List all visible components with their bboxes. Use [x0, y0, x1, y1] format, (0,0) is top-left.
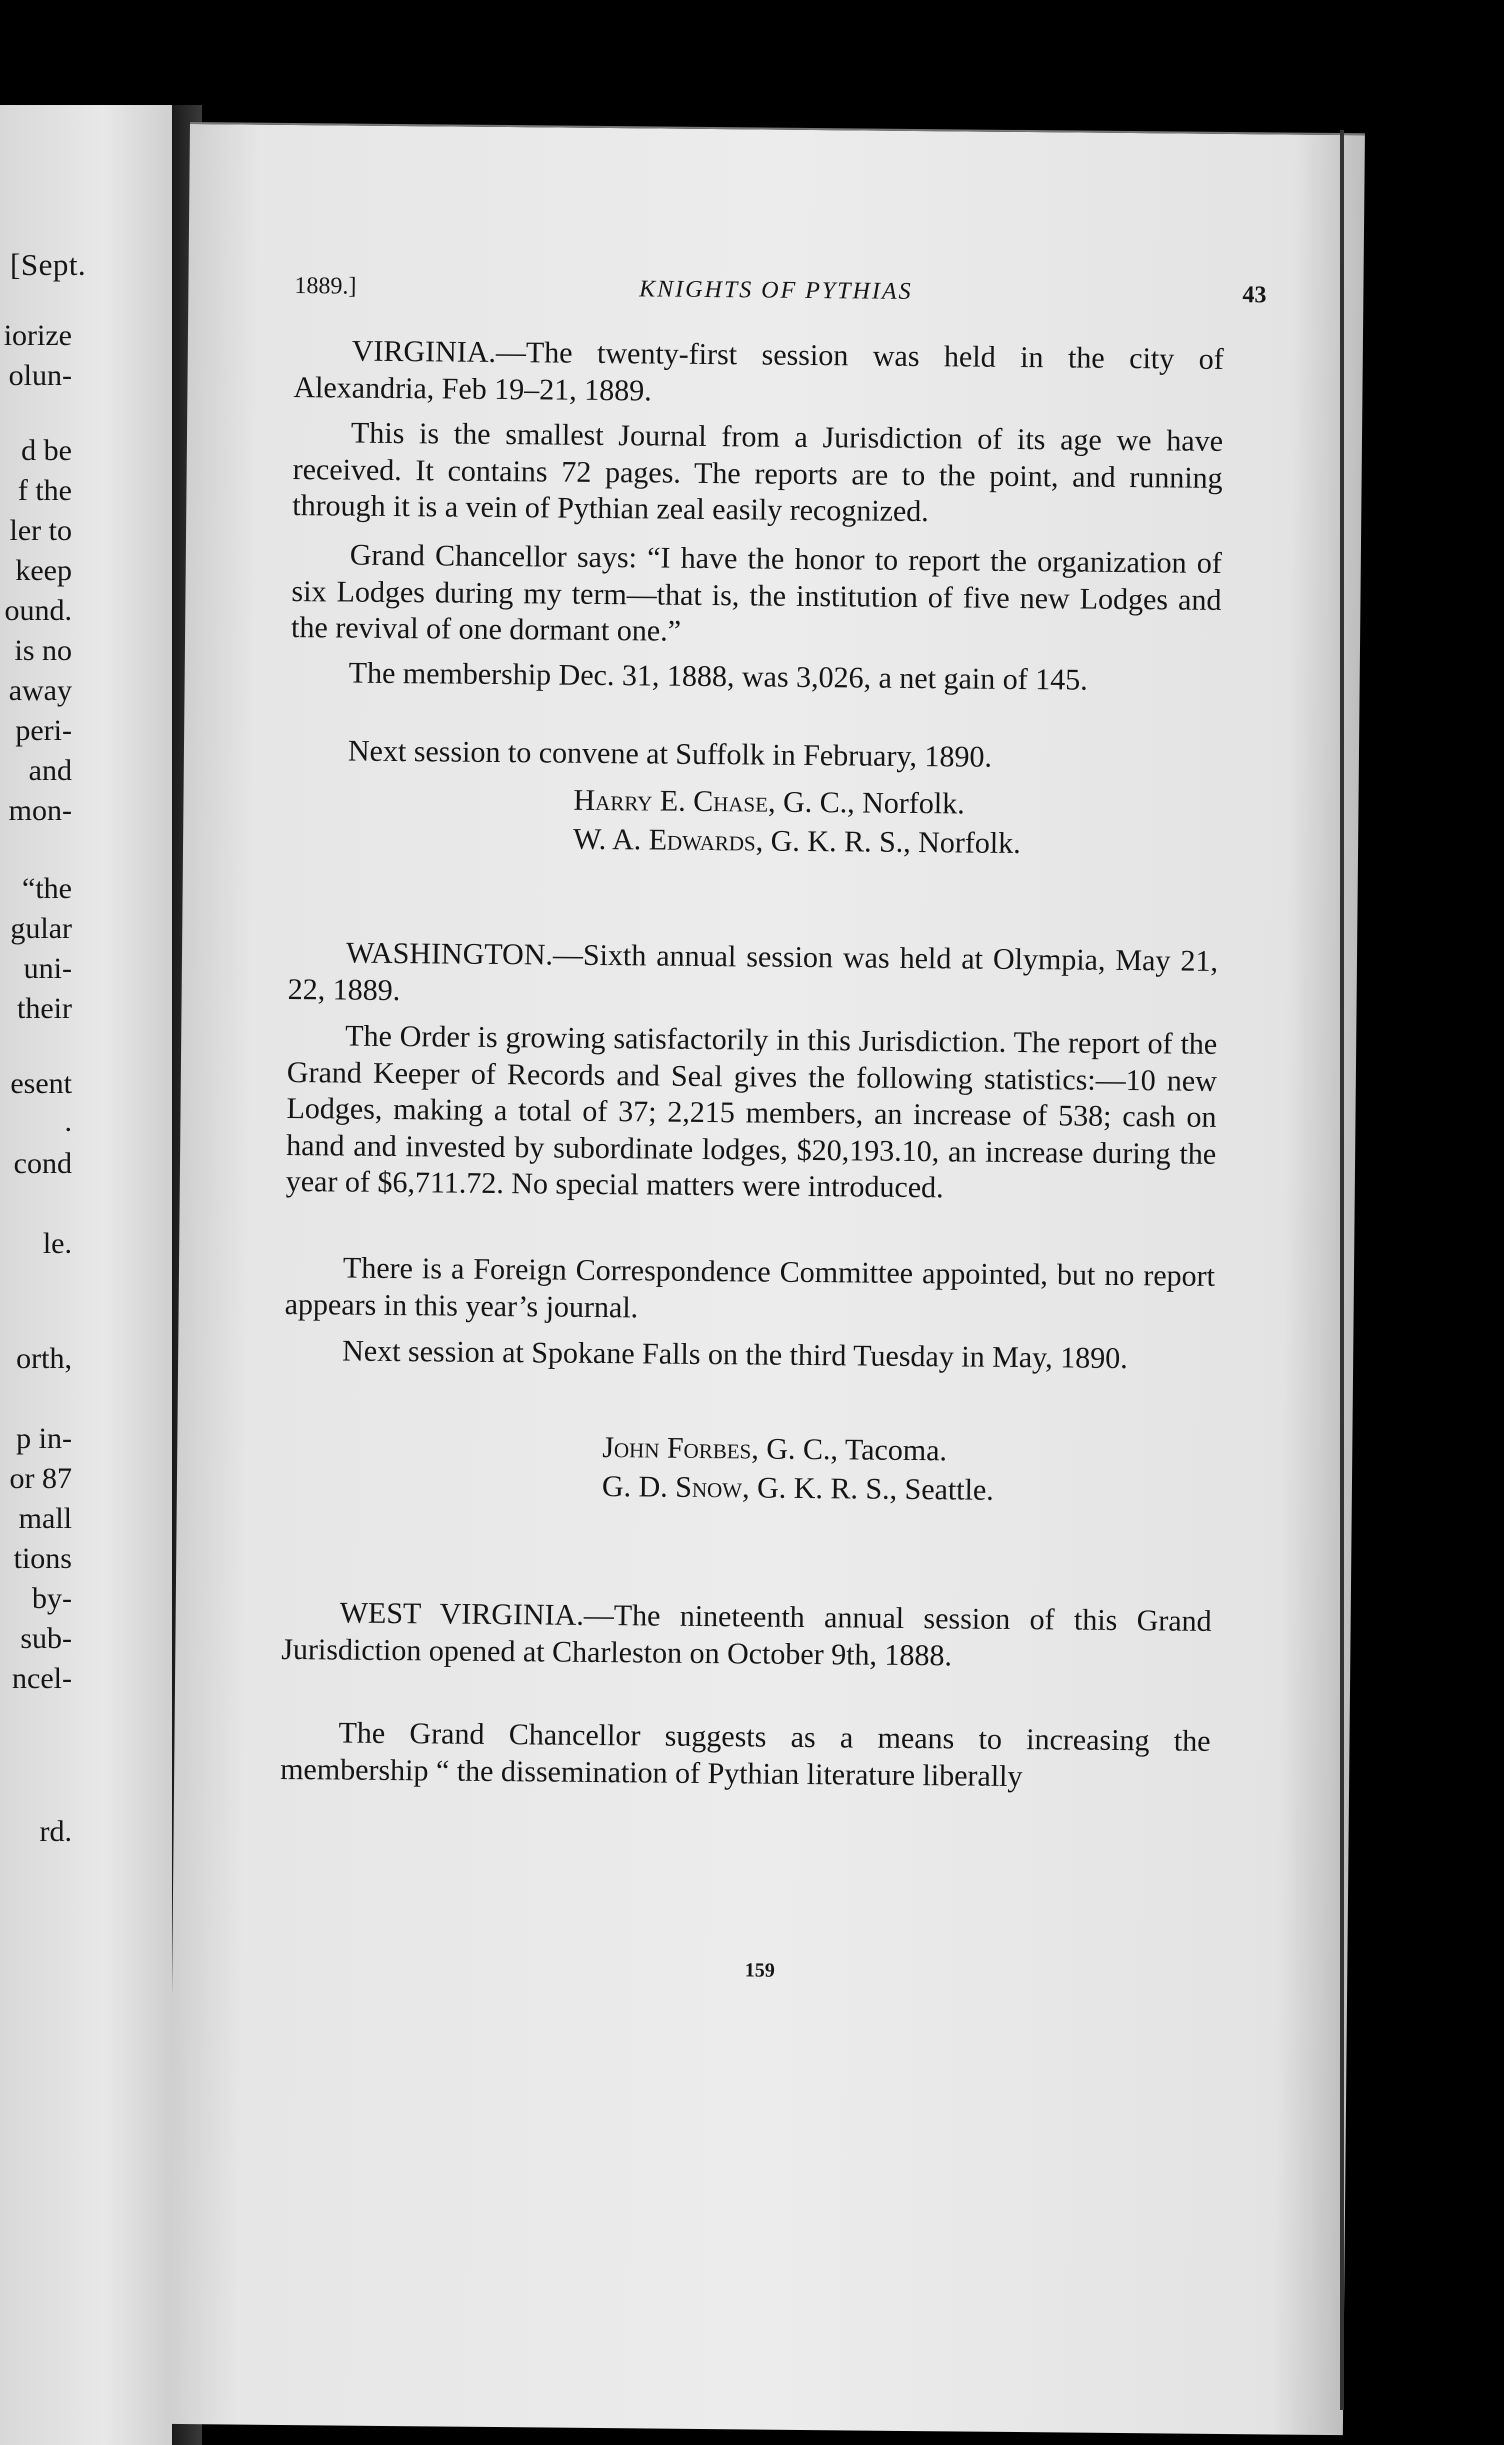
left-fragment: uni-: [23, 952, 72, 985]
signature-title: , G. K. R. S., Norfolk.: [755, 824, 1021, 861]
left-fragment: peri-: [15, 714, 72, 747]
west-virginia-paragraph: The Grand Chancellor suggests as a means to increasing the membership “ the dissemination of Pythian literature liberally: [280, 1716, 1211, 1793]
left-fragment: “the: [22, 872, 72, 905]
right-page: [168, 122, 1365, 2435]
washington-signature: [602, 1469, 994, 1509]
washington-paragraph: Next session at Spokane Falls on the third Tuesday in May, 1890.: [342, 1334, 1128, 1376]
left-fragment: their: [17, 992, 72, 1025]
washington-signature: [602, 1430, 947, 1470]
left-fragment: iorize: [3, 319, 72, 352]
washington-paragraph: The Order is growing satisfactorily in this Jurisdiction. The report of the Grand Keeper of Records and Seal gives the following statistics:—10 new Lodges, making a total of 37; 2,215 members, an increase of 538; cash on hand and invested by subordinate lodges, $20,193.10, an increase during the year of $6,711.72. No special matters were introduced.: [285, 1019, 1218, 1205]
signature-title: , G. K. R. S., Seattle.: [741, 1471, 994, 1507]
left-page: [0, 105, 172, 2445]
signature-name: W. A. Edwards: [572, 822, 756, 858]
left-fragment: ound.: [4, 594, 72, 627]
virginia-paragraph: This is the smallest Journal from a Jurisdiction of its age we have received. It contains 72 pages. The reports are to the point, and running through it is a vein of Pythian zeal easily recognized.: [292, 416, 1224, 529]
left-fragment: f the: [17, 474, 72, 507]
virginia-paragraph: The membership Dec. 31, 1888, was 3,026, a net gain of 145.: [348, 656, 1088, 697]
virginia-paragraph: Next session to convene at Suffolk in February, 1890.: [347, 734, 993, 774]
page-number: 43: [1242, 282, 1267, 309]
left-fragment: olun-: [8, 359, 72, 392]
left-fragment: ncel-: [12, 1662, 72, 1695]
left-fragment: orth,: [16, 1342, 72, 1375]
signature-name: Harry E. Chase: [573, 783, 769, 819]
left-fragment: keep: [15, 554, 72, 587]
left-fragment: ler to: [9, 514, 72, 547]
west-virginia-paragraph: WEST VIRGINIA.—The nineteenth annual session of this Grand Jurisdiction opened at Charleston on October 9th, 1888.: [281, 1596, 1212, 1672]
left-fragment: .: [64, 1105, 72, 1138]
left-fragment: sub-: [20, 1622, 72, 1655]
left-fragment: or 87: [9, 1462, 72, 1495]
left-page-header: [Sept.: [10, 247, 87, 282]
washington-paragraph: WASHINGTON.—Sixth annual session was held at Olympia, May 21, 22, 1889.: [287, 936, 1219, 1007]
virginia-signature: [573, 822, 1021, 863]
running-head-title: KNIGHTS OF PYTHIAS: [639, 276, 913, 305]
left-fragment: p in-: [16, 1422, 72, 1455]
virginia-paragraph: VIRGINIA.—The twenty-first session was held in the city of Alexandria, Feb 19–21, 1889.: [293, 334, 1224, 407]
left-fragment: mall: [18, 1502, 72, 1535]
left-fragment: tions: [13, 1542, 72, 1575]
left-fragment: d be: [21, 434, 72, 467]
left-fragment: esent: [10, 1067, 72, 1100]
left-fragment: away: [8, 674, 72, 707]
washington-paragraph: There is a Foreign Correspondence Committee appointed, but no report appears in this year’s journal.: [284, 1251, 1216, 1324]
page-edge: [1340, 130, 1344, 2410]
left-fragment: and: [28, 754, 72, 787]
left-fragment: cond: [13, 1147, 72, 1180]
left-fragment: gular: [10, 912, 72, 945]
signature-name: John Forbes: [602, 1431, 752, 1466]
signature-name: G. D. Snow: [601, 1470, 743, 1505]
left-fragment: by-: [32, 1582, 72, 1615]
left-fragment: mon-: [8, 794, 72, 827]
left-fragment: rd.: [39, 1815, 72, 1848]
left-fragment: le.: [42, 1227, 72, 1260]
virginia-signature: [573, 783, 965, 823]
running-head-year: 1889.]: [294, 273, 357, 300]
signature-title: , G. C., Tacoma.: [751, 1432, 948, 1468]
virginia-paragraph: Grand Chancellor says: “I have the honor to report the organization of six Lodges during my term—that is, the institution of five new Lodges and the revival of one dormant one.”: [290, 538, 1222, 648]
footer-page-number: 159: [744, 1959, 775, 1982]
left-fragment: is no: [14, 634, 72, 667]
signature-title: , G. C., Norfolk.: [767, 785, 965, 821]
